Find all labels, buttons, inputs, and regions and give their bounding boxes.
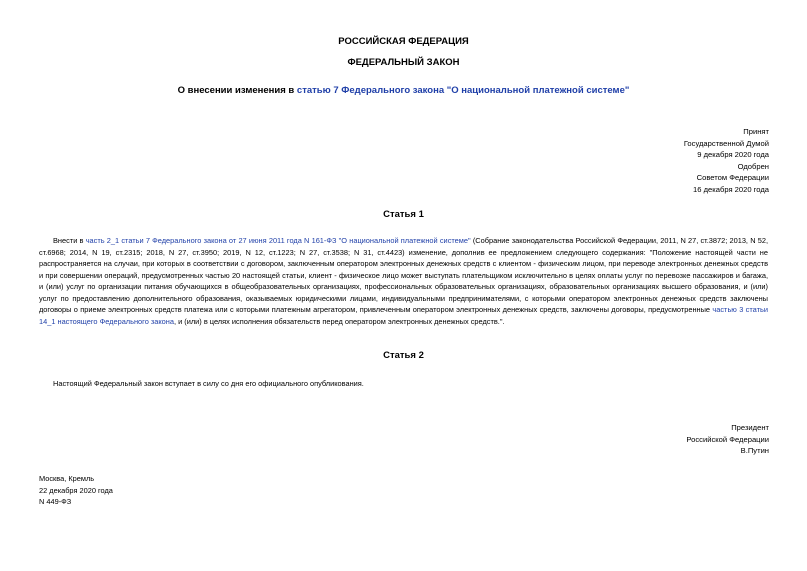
article-1-body: (Собрание законодательства Российской Федерации, 2011, N 27, ст.3872; 2013, N 52, ст.6968; 2014, N 19, ст.2315; 2018, N 27, ст.3950; 2019, N 12, ст.1223; N 27, ст.3538; N 31, ст.4423) изменение, дополнив ее предложением следующего содержания: "Положение настоящей части не распространяется на случаи, при которых в соответствии с договором, заключенным оператором электронных денежных средств с клиентом - физическим лицом, при переводе электронных денежных средств и при совершении операций, предусмотренных частью 20 настоящей статьи, клиент - физическое лицо может выступать плательщиком исключительно в целях оплаты услуг по перевозке пассажиров и багажа, и (или) услуг по организации питания обучающихся в общеобразовательных организациях, профессиональных образовательных организациях, образовательных организациях высшего образования, и (или) услуг по предоставлению дополнительного образования, оказываемых юридическими лицами, индивидуальными предпринимателями, с которыми оператором электронных денежных средств заключены договоры о приеме электронных средств платежа или с которыми платежным агрегатором, привлеченным оператором электронных денежных средств, заключены договоры, предусмотренные [39, 236, 769, 314]
footer-number: N 449-ФЗ [39, 497, 72, 507]
article-1-end: , и (или) в целях исполнения обязательств перед оператором электронных денежных средств.". [173, 316, 505, 326]
article-1-link-part-2-1[interactable]: часть 2_1 статьи 7 Федерального закона от 27 июня 2011 года N 161-ФЗ "О национальной платежной системе" [85, 236, 471, 245]
signature-country: Российской Федерации [686, 434, 769, 444]
footer-date: 22 декабря 2020 года [39, 485, 113, 495]
footer-block [39, 473, 113, 508]
country-heading: РОССИЙСКАЯ ФЕДЕРАЦИЯ [338, 36, 469, 47]
adopted-date: 9 декабря 2020 года [697, 150, 769, 160]
signature-name: В.Путин [740, 446, 769, 456]
article-2-text: Настоящий Федеральный закон вступает в силу со дня его официального опубликования. [53, 379, 364, 388]
footer-place: Москва, Кремль [39, 474, 95, 483]
law-title-prefix: О внесении изменения в [177, 85, 297, 96]
article-1-link-part-3[interactable]: частью 3 статьи 14_1 настоящего Федерального закона [39, 305, 768, 326]
doc-type-heading: ФЕДЕРАЛЬНЫЙ ЗАКОН [347, 57, 460, 68]
law-title [0, 85, 807, 96]
approved-label: Одобрен [737, 161, 769, 171]
article-2-heading: Статья 2 [383, 350, 424, 361]
article-1-text [39, 235, 768, 327]
signature-position: Президент [731, 423, 769, 432]
signature-block [686, 422, 769, 457]
adoption-block [684, 126, 769, 196]
adopted-label: Принят [743, 127, 769, 136]
adopted-by-duma: Государственной Думой [683, 138, 769, 148]
article-1-intro: Внести в [53, 236, 86, 245]
approved-date: 16 декабря 2020 года [693, 184, 769, 194]
law-title-link[interactable]: статью 7 Федерального закона "О национальной платежной системе" [296, 85, 630, 96]
article-1-heading: Статья 1 [383, 209, 424, 220]
approved-by-council: Советом Федерации [696, 173, 769, 183]
